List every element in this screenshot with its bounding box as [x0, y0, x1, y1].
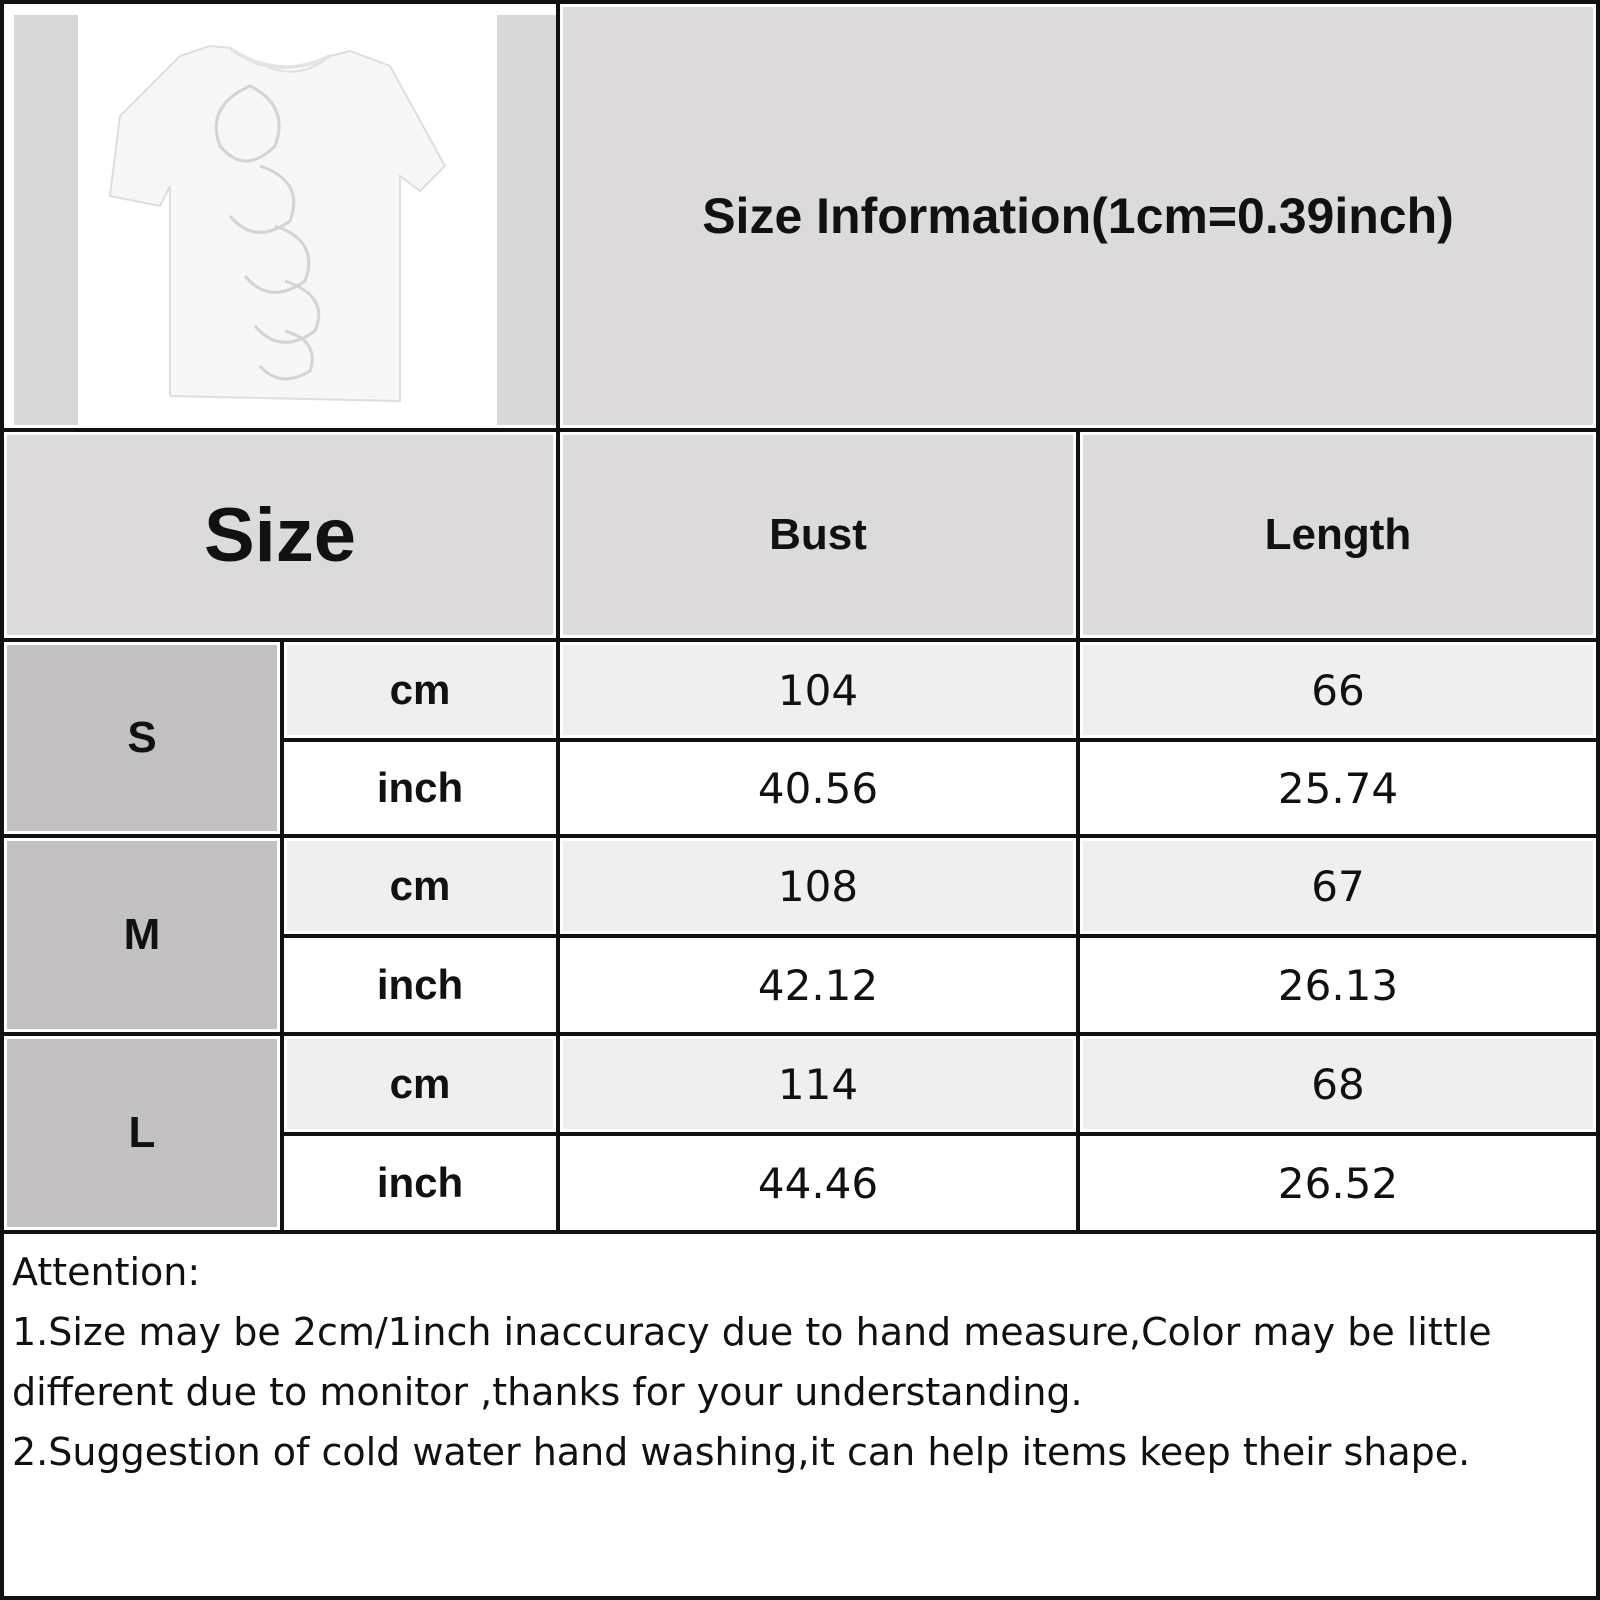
unit-cell: [284, 1136, 556, 1230]
length-value-cell: [1080, 1036, 1596, 1132]
size-cell-l: [4, 1036, 280, 1230]
notes-heading: Attention:: [12, 1250, 201, 1294]
size-header-cell: [4, 432, 556, 638]
grid-line: [280, 638, 284, 1234]
note-line-2: 2.Suggestion of cold water hand washing,it can help items keep their shape.: [12, 1430, 1471, 1474]
photo-backdrop-left: [14, 15, 78, 425]
attention-notes: [0, 1236, 1600, 1600]
length-value: 67: [1311, 861, 1365, 911]
bust-value: 42.12: [757, 960, 879, 1010]
length-value: 25.74: [1277, 763, 1399, 813]
length-header-cell: [1080, 432, 1596, 638]
white-ruffle-tshirt-icon: [100, 26, 460, 406]
unit-label: cm: [389, 666, 451, 713]
bust-value-cell: [560, 642, 1076, 738]
unit-label: inch: [376, 961, 464, 1008]
unit-cell: [284, 1036, 556, 1132]
photo-backdrop-right: [497, 15, 557, 425]
grid-line: [1076, 428, 1080, 1234]
unit-cell: [284, 742, 556, 834]
length-value-cell: [1080, 838, 1596, 934]
bust-value-cell: [560, 742, 1076, 834]
bust-value: 104: [777, 665, 859, 715]
size-label: M: [123, 910, 161, 959]
grid-line: [280, 934, 1600, 938]
size-label: S: [127, 713, 157, 762]
grid-line: [0, 1032, 1600, 1036]
bust-value: 114: [777, 1059, 859, 1109]
size-header: Size: [203, 492, 357, 578]
size-info-title-cell: [560, 4, 1596, 428]
unit-label: inch: [376, 764, 464, 811]
length-value: 26.13: [1277, 960, 1399, 1010]
grid-line: [0, 638, 1600, 642]
length-value: 26.52: [1277, 1158, 1399, 1208]
size-info-title: Size Information(1cm=0.39inch): [702, 188, 1454, 244]
bust-value-cell: [560, 1136, 1076, 1230]
unit-label: cm: [389, 862, 451, 909]
bust-value: 108: [777, 861, 859, 911]
note-line-1: 1.Size may be 2cm/1inch inaccuracy due to hand measure,Color may be little different due to monitor ,thanks for your understanding.: [12, 1310, 1492, 1414]
grid-line: [0, 428, 1600, 432]
grid-line: [556, 0, 560, 1234]
bust-value-cell: [560, 1036, 1076, 1132]
size-cell-m: [4, 838, 280, 1032]
length-header: Length: [1264, 510, 1412, 559]
size-label: L: [128, 1108, 156, 1157]
unit-label: cm: [389, 1060, 451, 1107]
length-value-cell: [1080, 1136, 1596, 1230]
bust-value: 44.46: [757, 1158, 879, 1208]
length-value-cell: [1080, 938, 1596, 1032]
unit-cell: [284, 938, 556, 1032]
bust-value-cell: [560, 838, 1076, 934]
bust-header-cell: [560, 432, 1076, 638]
bust-value: 40.56: [757, 763, 879, 813]
grid-line: [0, 834, 1600, 838]
bust-header: Bust: [769, 510, 867, 559]
size-cell-s: [4, 642, 280, 834]
length-value-cell: [1080, 742, 1596, 834]
grid-line: [0, 1230, 1600, 1234]
grid-line: [0, 0, 1600, 4]
length-value-cell: [1080, 642, 1596, 738]
length-value: 66: [1311, 665, 1365, 715]
grid-line: [280, 1132, 1600, 1136]
grid-line: [280, 738, 1600, 742]
product-photo-cell: [4, 4, 556, 428]
length-value: 68: [1311, 1059, 1365, 1109]
unit-cell: [284, 642, 556, 738]
unit-cell: [284, 838, 556, 934]
bust-value-cell: [560, 938, 1076, 1032]
unit-label: inch: [376, 1159, 464, 1206]
